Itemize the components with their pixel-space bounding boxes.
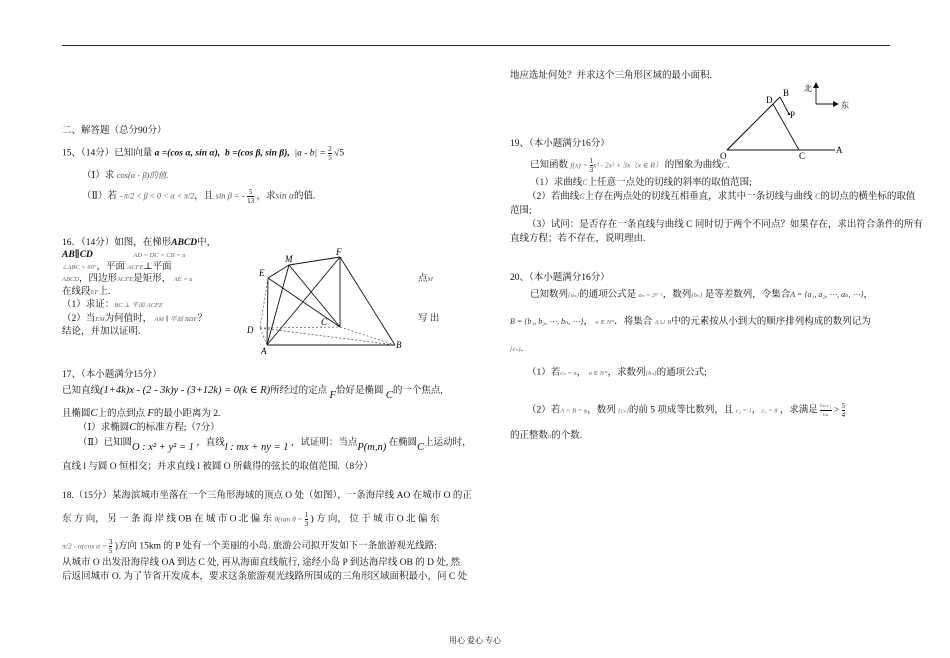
q17-line1: 已知直线(1+4k)x - (2 - 3k)y - (3+12k) = 0(k ∈ R)所经过的定点 F恰好是椭圆 C的一个焦点, xyxy=(62,385,443,401)
q18-line5: 后返回城市 O. 为了节省开发成本，要求这条旅游观光线路所围成的三角形区域面积最小，问 C 处 xyxy=(62,572,468,582)
q15-part2: （Ⅱ）若 - π/2 < β < 0 < α < π/2，且 sin β = - $\frac{5}{13}$ ，求sin α的值. xyxy=(82,188,316,205)
q18-continued: 地应选址何处？并求这个三角形区域的最小面积. xyxy=(510,71,712,81)
fig16-label-d: D xyxy=(247,325,254,335)
q16-line3: ∠ABC = 60°，平面 ACFE⊥平面 xyxy=(62,262,172,272)
q17-line2: 且椭圆C上的点到点 F的最小距离为 2. xyxy=(62,408,221,419)
fig18-label-o: O xyxy=(720,151,727,161)
q20-line1: 已知数列{aₙ}的通项公式是 aₙ = 2ⁿ⁻¹，数列{bₙ} 是等差数列，令集合A = {a₁, a₂, ⋯, aₙ, ⋯}， xyxy=(530,290,874,300)
fig18-label-north: 北 xyxy=(804,84,812,93)
q19-part1: （1）求曲线C上任意一点处的切线的斜率的取值范围; xyxy=(530,178,752,188)
q18-line1: 18.（15分）某海滨城市坐落在一个三角形海域的顶点 O 处（如图），一条海岸线 AO 在城市 O 的正 xyxy=(62,491,472,501)
q19-part3: （3）试问：是否存在一条直线与曲线 C 同时切于两个不同点？如果存在，求出符合条件的所有 xyxy=(527,220,923,230)
q19-part2-end: 范围; xyxy=(510,206,532,216)
q20-cn: {cₙ}. xyxy=(510,344,524,354)
q17-part3: 直线 l 与圆 O 恒相交；并求直线 l 被圆 O 所截得的弦长的取值范围.（8分） xyxy=(62,462,374,472)
fig18-label-c: C xyxy=(799,151,806,161)
fig18-label-b: B xyxy=(783,88,790,98)
q16-sub1: （1）求证：BC ⊥ 平面 ACFE xyxy=(62,300,163,310)
east-arrow-icon xyxy=(833,101,839,107)
q16-sub2-end: 结论，并加以证明. xyxy=(62,327,141,337)
q16-point-m: 点M xyxy=(418,274,433,284)
q16-figure xyxy=(245,245,415,360)
q20-part2: （2）若A ∩ B = φ，数列 {cₙ}的前 5 项成等比数列，且 c₁ = 1，c₅ = 8 ，求满足 $\frac{\text{cₙ₊₁}}{\text{cₙ}}$ > $\frac{5}{4}$ xyxy=(527,402,846,419)
page-footer: 用心 爱心 专心 xyxy=(449,636,501,645)
north-arrow-icon xyxy=(813,82,819,88)
q17-part1: （Ⅰ）求椭圆C的标准方程;（7分） xyxy=(78,422,220,433)
fig18-label-d: D xyxy=(766,95,773,105)
fig18-label-a: A xyxy=(836,145,843,155)
q16-write: 写 出 xyxy=(418,314,440,324)
fig16-label-a: A xyxy=(261,346,267,356)
q16-line2: AB∥CD AD = DC = CB = a xyxy=(62,250,186,260)
fig18-label-p: P xyxy=(790,110,796,120)
q17-part2: （Ⅱ）已知圆O : x² + y² = 1 ，直线l : mx + ny = 1 ，试证明：当点P(m,n) 在椭圆C上运动时， xyxy=(78,438,472,453)
q20-part3: 的正整数n的个数. xyxy=(510,431,583,441)
q16-sub2: （2）当EM为何值时， AM ∥ 平面 BDF？ xyxy=(62,314,207,324)
q18-line3: π/2 - α(cos α = $\frac{3}{5}$ )方向 15km 的 P 处有一个美丽的小岛. 旅游公司拟开发如下一条旅游观光线路: xyxy=(62,538,437,555)
q19-line1: 已知函数 f(x) = $\frac{1}{3}$ x³ - 2x² + 3x（x ∈ R） 的图象为曲线C. xyxy=(530,157,730,174)
top-rule xyxy=(62,45,890,46)
fig16-label-c: C xyxy=(321,317,328,327)
q19-part2: （2）若曲线C上存在两点处的切线互相垂直，求其中一条切线与曲线 C的切点的横坐标的取值 xyxy=(527,192,916,202)
q20-line2: B = {b₁, b₂, ⋯, bₙ, ⋯}， n ∈ N*．将集合 A ∪ B中的元素按从小到大的顺序排列构成的数列记为 xyxy=(510,317,871,327)
q19-head: 19、（本小题满分16分） xyxy=(510,139,610,149)
q17-head: 17、（本小题满分15分） xyxy=(62,370,162,380)
q16-line5: 在线段EF上. xyxy=(62,287,111,297)
fig16-label-e: E xyxy=(259,268,265,278)
fig16-label-m: M xyxy=(285,254,293,264)
q20-head: 20、（本小题满分16分） xyxy=(510,273,610,283)
q20-part1: （1）若cₙ = n， n ∈ N*，求数列{bₙ}的通项公式; xyxy=(527,368,707,378)
q16-line1: 16．（14分）如图，在梯形ABCD中， xyxy=(62,238,217,248)
fig18-label-east: 东 xyxy=(841,101,849,110)
q19-part3-end: 直线方程；若不存在，说明理由. xyxy=(510,234,646,244)
q18-line2: 东 方 向， 另 一 条 海 岸 线 OB 在 城 市 O 北 偏 东 θ(tan θ = $\frac{1}{3}$ ) 方 向， 位 于 城 市 O 北 偏 东 xyxy=(62,511,440,528)
q15-part1: （Ⅰ）求 cos(α - β)的值. xyxy=(82,170,169,181)
fig16-label-f: F xyxy=(336,247,342,257)
section-title: 二、解答题（总分90分） xyxy=(62,126,167,136)
q16-line4: ABCD，四边形ACFE是矩形， AE = a xyxy=(62,274,193,284)
q18-line4: 从城市 O 出发沿海岸线 OA 到达 C 处, 再从海面直线航行, 途经小岛 P 到达海岸线 OB 的 D 处, 然 xyxy=(62,558,461,568)
q15-line1: 15、（14分）已知向量 a =(cos α, sin α), b =(cos β, sin β), |a - b| = $\frac{2}{5}$ √5 xyxy=(62,145,345,162)
fig16-label-b: B xyxy=(396,340,402,350)
q18-figure xyxy=(715,82,855,162)
